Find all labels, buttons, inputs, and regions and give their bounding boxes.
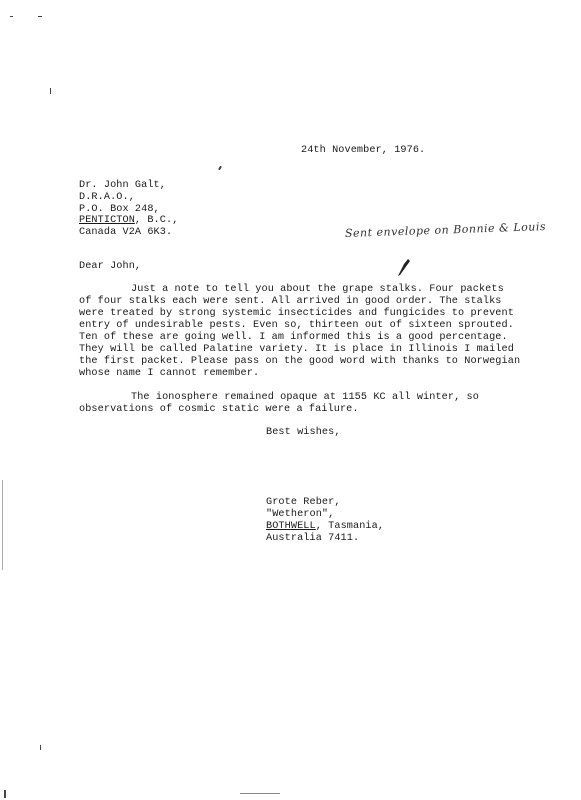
- recipient-city: PENTICTON: [79, 215, 135, 226]
- paragraph-line: entry of undesirable pests. Even so, thirteen out of sixteen sprouted.: [79, 320, 514, 331]
- sender-country: Australia 7411.: [266, 533, 360, 544]
- scan-mark: [10, 16, 13, 17]
- paragraph-line: of four stalks each were sent. All arrived in good order. The stalks: [79, 296, 502, 307]
- paragraph-line: Ten of these are going well. I am informed this is a good percentage.: [79, 332, 508, 343]
- scan-mark: [4, 790, 6, 798]
- scan-mark: [38, 16, 42, 17]
- paragraph-line: They will be called Palatine variety. It is place in Illinois I mailed: [79, 344, 514, 355]
- paragraph-line: were treated by strong systemic insecticides and fungicides to prevent: [79, 308, 514, 319]
- recipient-org: D.R.A.O.,: [79, 192, 135, 203]
- closing: Best wishes,: [266, 427, 341, 438]
- scan-edge: [2, 480, 3, 570]
- paragraph-line: the first packet. Please pass on the good word with thanks to Norwegian: [79, 356, 521, 367]
- scan-mark: [50, 88, 51, 94]
- recipient-city-line: [79, 216, 178, 226]
- scan-edge: [240, 793, 280, 794]
- sender-town: BOTHWELL: [266, 521, 316, 532]
- sender-town-line: [266, 522, 384, 532]
- paragraph-line: observations of cosmic static were a failure.: [79, 404, 359, 415]
- scan-mark: [218, 166, 222, 170]
- recipient-city-suffix: , B.C.,: [134, 215, 179, 226]
- handwritten-note: Sent envelope on Bonnie & Louis: [344, 219, 547, 240]
- sender-name: Grote Reber,: [266, 497, 341, 508]
- salutation: Dear John,: [79, 261, 142, 272]
- handwritten-scribble-icon: [396, 256, 414, 278]
- sender-town-suffix: , Tasmania,: [315, 521, 385, 532]
- paragraph-line: Just a note to tell you about the grape stalks. Four packets: [131, 284, 504, 295]
- letter-date: 24th November, 1976.: [301, 145, 426, 156]
- paragraph-line: The ionosphere remained opaque at 1155 KC all winter, so: [131, 392, 479, 403]
- recipient-country: Canada V2A 6K3.: [79, 227, 173, 238]
- scan-mark: [40, 745, 41, 750]
- recipient-name: Dr. John Galt,: [79, 180, 166, 191]
- sender-house: "Wetheron",: [266, 509, 335, 520]
- paragraph-line: whose name I cannot remember.: [79, 368, 260, 379]
- recipient-box: P.O. Box 248,: [79, 204, 160, 215]
